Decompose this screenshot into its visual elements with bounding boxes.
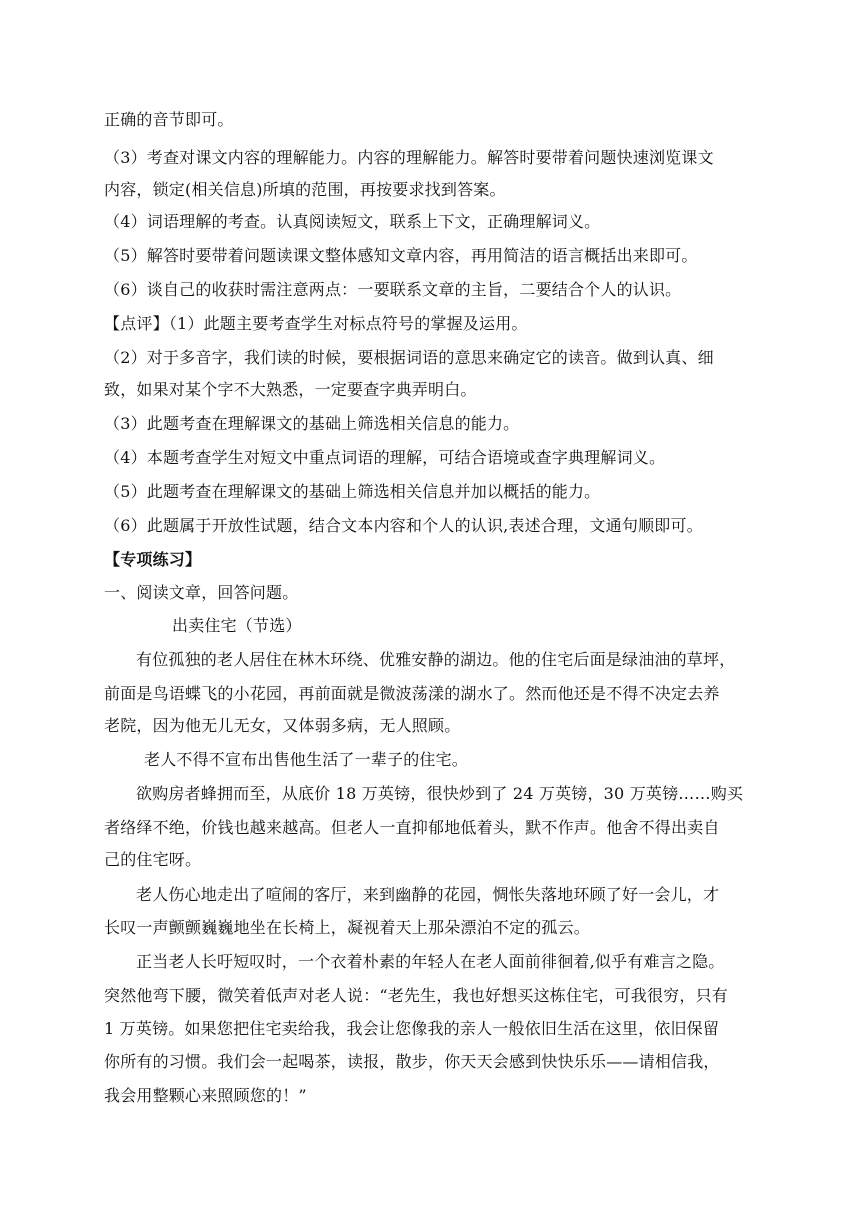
passage-line: 长叹一声颤颤巍巍地坐在长椅上，凝视着天上那朵漂泊不定的孤云。 [104,918,591,937]
analysis-line: （5）解答时要带着问题读课文整体感知文章内容，再用简洁的语言概括出来即可。 [104,246,698,265]
comment-text: （1）此题主要考查学生对标点符号的掌握及运用。 [168,314,528,333]
analysis-line: （4）词语理解的考查。认真阅读短文，联系上下文，正确理解词义。 [104,212,601,231]
passage-line: 我会用整颗心来照顾您的！” [104,1086,307,1105]
comment-line: （4）本题考查学生对短文中重点词语的理解，可结合语境或查字典理解词义。 [104,448,666,467]
passage-line: 1 万英镑。如果您把住宅卖给我，我会让您像我的亲人一般依旧生活在这里，依旧保留 [104,1019,720,1038]
passage-title: 出卖住宅（节选） [172,616,302,635]
analysis-continuation: 正确的音节即可。 [104,110,234,129]
passage-line: 你所有的习惯。我们会一起喝茶，读报，散步，你天天会感到快快乐乐——请相信我， [104,1052,720,1071]
analysis-line: （6）谈自己的收获时需注意两点：一要联系文章的主旨，二要结合个人的认识。 [104,280,682,299]
comment-line: （2）对于多音字，我们读的时候，要根据词语的意思来确定它的读音。做到认真、细 [104,348,714,367]
passage-line: 正当老人长吁短叹时，一个衣着朴素的年轻人在老人面前徘徊着,似乎有难言之隐。 [136,952,725,971]
comment-label: 【点评】 [104,314,169,333]
comment-line: （5）此题考查在理解课文的基础上筛选相关信息并加以概括的能力。 [104,482,601,501]
passage-line: 老院，因为他无儿无女，又体弱多病，无人照顾。 [104,716,461,735]
passage-line: 欲购房者蜂拥而至，从底价 18 万英镑，很快炒到了 24 万英镑，30 万英镑……购买 [136,784,744,803]
passage-line: 老人伤心地走出了喧闹的客厅，来到幽静的花园，惆怅失落地环顾了好一会儿，才 [136,885,720,904]
section-heading: 【专项练习】 [104,550,202,569]
passage-line: 己的住宅呀。 [104,850,202,869]
comment-line: （3）此题考查在理解课文的基础上筛选相关信息的能力。 [104,414,520,433]
passage-line: 老人不得不宣布出售他生活了一辈子的住宅。 [144,750,469,769]
comment-line: 致，如果对某个字不大熟悉，一定要查字典弄明白。 [104,380,477,399]
analysis-line: （3）考查对课文内容的理解能力。内容的理解能力。解答时要带着问题快速浏览课文 [104,148,714,167]
comment-line: （6）此题属于开放性试题，结合文本内容和个人的认识,表述合理，文通句顺即可。 [104,516,703,535]
question-intro: 一、阅读文章，回答问题。 [104,583,299,602]
passage-line: 者络绎不绝，价钱也越来越高。但老人一直抑郁地低着头，默不作声。他舍不得出卖自 [104,818,720,837]
passage-line: 有位孤独的老人居住在林木环绕、优雅安静的湖边。他的住宅后面是绿油油的草坪， [136,650,736,669]
analysis-line: 内容，锁定(相关信息)所填的范围，再按要求找到答案。 [104,180,506,199]
comment-line [104,314,764,334]
passage-line: 突然他弯下腰，微笑着低声对老人说：“老先生，我也好想买这栋住宅，可我很穷，只有 [104,986,728,1005]
passage-line: 前面是鸟语蝶飞的小花园，再前面就是微波荡漾的湖水了。然而他还是不得不决定去养 [104,684,720,703]
